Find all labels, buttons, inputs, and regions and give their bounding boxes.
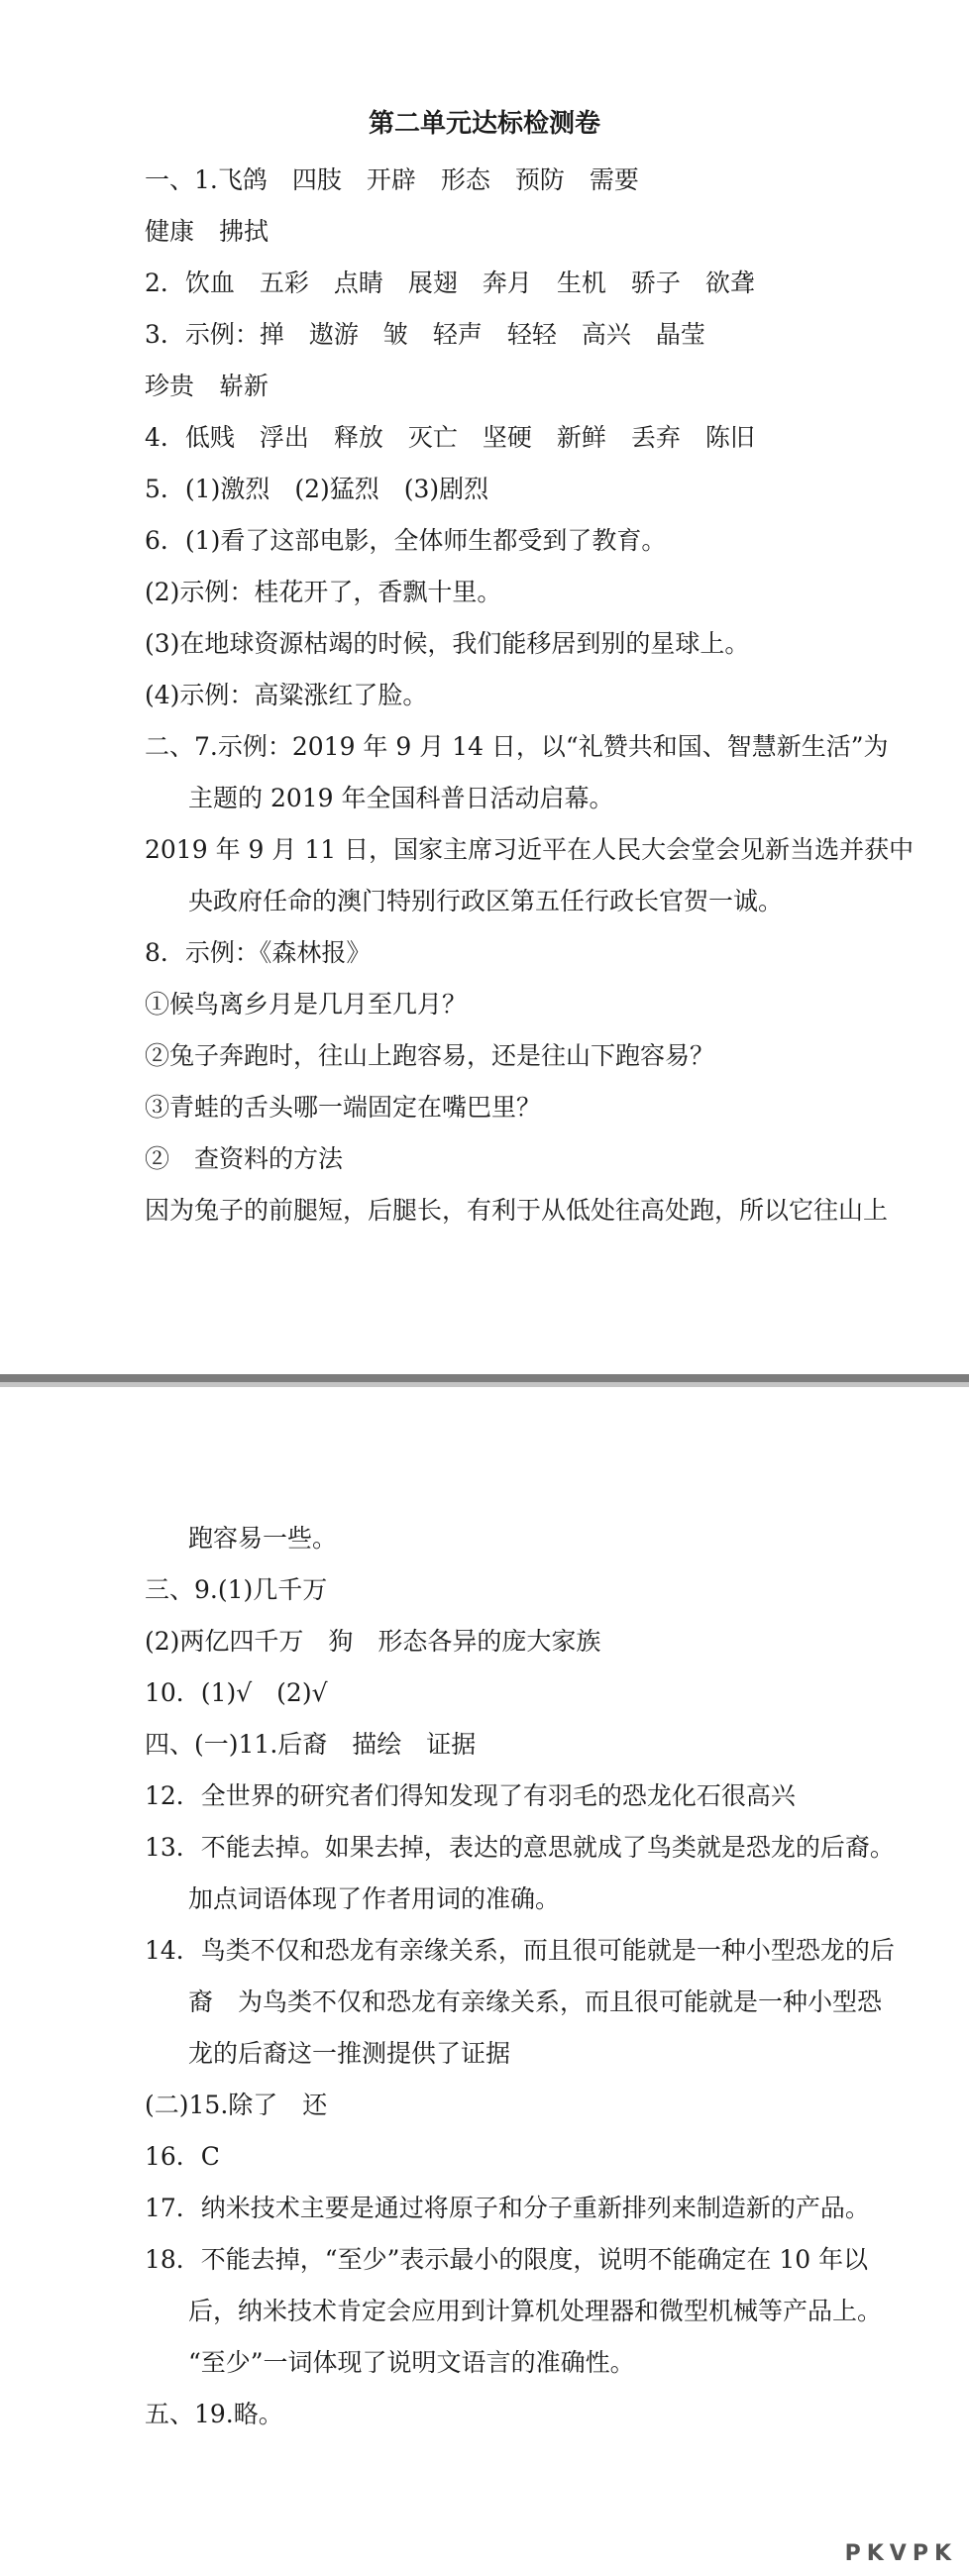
answer-line: 3．示例：掸 遨游 皱 轻声 轻轻 高兴 晶莹 [145,320,705,349]
answer-line: 17．纳米技术主要是通过将原子和分子重新排列来制造新的产品。 [145,2194,870,2222]
answer-line: 三、9.(1)几千万 [145,1575,328,1604]
answer-line: 2019 年 9 月 11 日，国家主席习近平在人民大会堂会见新当选并获中 [145,835,915,864]
answer-line: 一、1.飞鸽 四肢 开辟 形态 预防 需要 [145,165,639,194]
answer-line: 龙的后裔这一推测提供了证据 [188,2039,511,2068]
answer-line: 珍贵 崭新 [145,372,269,400]
answer-line: (3)在地球资源枯竭的时候，我们能移居到别的星球上。 [145,629,750,658]
answer-line: 5．(1)激烈 (2)猛烈 (3)剧烈 [145,475,489,503]
answer-line: 主题的 2019 年全国科普日活动启幕。 [188,784,614,812]
answer-line: 16．C [145,2142,220,2171]
answer-line: 二、7.示例：2019 年 9 月 14 日，以“礼赞共和国、智慧新生活”为 [145,732,889,761]
answer-line: 13．不能去掉。如果去掉，表达的意思就成了鸟类就是恐龙的后裔。 [145,1833,895,1862]
answer-line: “至少”一词体现了说明文语言的准确性。 [188,2348,635,2377]
answer-line: 后，纳米技术肯定会应用到计算机处理器和微型机械等产品上。 [188,2297,883,2325]
answer-line: ②兔子奔跑时，往山上跑容易，还是往山下跑容易？ [145,1041,715,1070]
answer-line: 10．(1)√ (2)√ [145,1678,328,1707]
answer-line: ①候鸟离乡月是几月至几月？ [145,990,468,1019]
answer-line: 因为兔子的前腿短，后腿长，有利于从低处往高处跑，所以它往山上 [145,1196,889,1225]
watermark-logo: PKVPK [844,2541,957,2566]
answer-line: 4．低贱 浮出 释放 灭亡 坚硬 新鲜 丢弃 陈旧 [145,423,755,452]
answer-line: (二)15.除了 还 [145,2091,328,2119]
answer-line: 加点词语体现了作者用词的准确。 [188,1884,561,1913]
answer-line: 四、(一)11.后裔 描绘 证据 [145,1730,477,1759]
page-break-divider [0,1374,969,1382]
answer-line: (4)示例：高粱涨红了脸。 [145,681,428,709]
answer-line: 8．示例：《森林报》 [145,938,372,967]
answer-line: 2．饮血 五彩 点睛 展翅 奔月 生机 骄子 欲聋 [145,268,755,297]
answer-line: 18．不能去掉，“至少”表示最小的限度，说明不能确定在 10 年以 [145,2245,869,2274]
answer-line: ② 查资料的方法 [145,1144,344,1173]
answer-line: 12．全世界的研究者们得知发现了有羽毛的恐龙化石很高兴 [145,1781,796,1810]
answer-line: (2)两亿四千万 狗 形态各异的庞大家族 [145,1627,601,1656]
answer-line: (2)示例：桂花开了，香飘十里。 [145,578,502,606]
answer-line: 14．鸟类不仅和恐龙有亲缘关系，而且很可能就是一种小型恐龙的后 [145,1936,895,1965]
answer-line: 健康 拂拭 [145,217,269,246]
answer-line: 五、19.略。 [145,2400,283,2428]
answer-line: ③青蛙的舌头哪一端固定在嘴巴里？ [145,1093,542,1122]
page-title: 第二单元达标检测卷 [368,109,600,139]
page-break-divider-shadow [0,1382,969,1387]
answer-line: 裔 为鸟类不仅和恐龙有亲缘关系，而且很可能就是一种小型恐 [188,1987,883,2016]
answer-line: 央政府任命的澳门特别行政区第五任行政长官贺一诚。 [188,887,784,915]
answer-line: 跑容易一些。 [188,1524,338,1553]
answer-line: 6．(1)看了这部电影，全体师生都受到了教育。 [145,526,667,555]
